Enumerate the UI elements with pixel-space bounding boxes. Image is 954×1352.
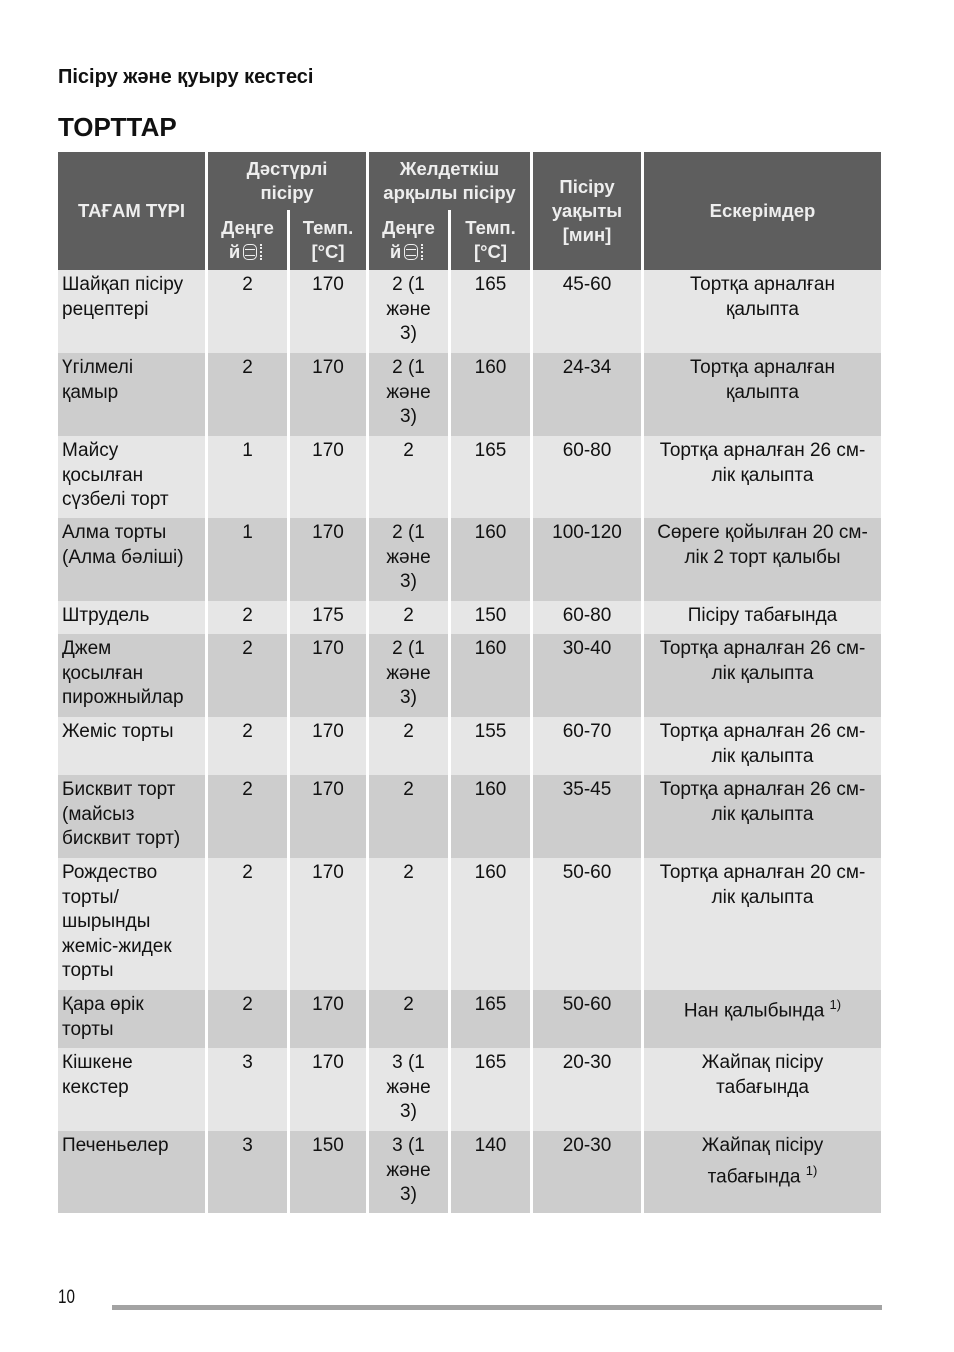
cell-temp-conventional bbox=[290, 717, 366, 775]
cell-food-text: Жеміс торты bbox=[62, 721, 174, 742]
table-row bbox=[58, 775, 881, 858]
cell-note-text: Пісіру табағында bbox=[687, 605, 838, 626]
cell-level-fan bbox=[369, 601, 448, 634]
footer-rule bbox=[112, 1305, 882, 1310]
cell-temp-conventional bbox=[290, 634, 366, 717]
cell-temp-conventional-text: 175 bbox=[312, 605, 344, 626]
cell-note bbox=[644, 436, 881, 518]
cell-temp-fan-text: 165 bbox=[474, 994, 507, 1015]
cell-level-conventional-text: 1 bbox=[242, 440, 253, 461]
cell-level-conventional-text: 2 bbox=[242, 274, 253, 295]
cell-level-fan bbox=[369, 858, 448, 990]
table-row bbox=[58, 518, 881, 601]
cell-note bbox=[644, 990, 881, 1048]
cell-time bbox=[533, 353, 641, 436]
cell-time-text: 50-60 bbox=[562, 862, 612, 883]
cell-time-text: 30-40 bbox=[562, 638, 612, 659]
cell-note-text: Жайпақ пісіру табағында bbox=[701, 1052, 824, 1098]
cell-temp-fan bbox=[451, 1048, 530, 1131]
cell-note bbox=[644, 601, 881, 634]
cell-level-conventional bbox=[208, 858, 287, 990]
cell-food-text: Штрудель bbox=[62, 605, 150, 626]
header-temp-conventional: Темп. [°C] bbox=[290, 210, 366, 270]
cell-temp-conventional bbox=[290, 775, 366, 858]
cell-temp-conventional-text: 170 bbox=[312, 357, 344, 378]
cell-temp-fan bbox=[451, 775, 530, 858]
cell-temp-fan bbox=[451, 717, 530, 775]
cell-level-fan bbox=[369, 717, 448, 775]
cell-temp-fan-text: 160 bbox=[474, 638, 507, 659]
cell-time bbox=[533, 1048, 641, 1131]
footnote-ref: 1) bbox=[829, 997, 842, 1012]
cell-temp-fan-text: 160 bbox=[474, 862, 507, 883]
cell-level-conventional bbox=[208, 990, 287, 1048]
cell-temp-fan-text: 150 bbox=[474, 605, 507, 626]
cell-temp-conventional-text: 150 bbox=[312, 1135, 344, 1156]
cell-temp-fan-text: 155 bbox=[474, 721, 507, 742]
header-level-conventional bbox=[208, 210, 287, 270]
cell-time-text: 20-30 bbox=[562, 1135, 612, 1156]
cell-food bbox=[58, 1048, 205, 1131]
cell-temp-fan-text: 140 bbox=[474, 1135, 507, 1156]
cell-note bbox=[644, 518, 881, 601]
cell-time bbox=[533, 601, 641, 634]
table-row bbox=[58, 717, 881, 775]
cell-food bbox=[58, 436, 205, 518]
cell-level-fan-text: 2 (1 және 3) bbox=[386, 522, 431, 593]
cell-food bbox=[58, 634, 205, 717]
cell-temp-fan-text: 165 bbox=[474, 1052, 507, 1073]
cell-temp-fan bbox=[451, 436, 530, 518]
header-time: Пісіру уақыты [мин] bbox=[533, 152, 641, 270]
cell-temp-conventional bbox=[290, 601, 366, 634]
cakes-table bbox=[55, 152, 884, 1213]
cell-level-fan bbox=[369, 270, 448, 353]
cell-note-text: Жайпақ пісіру табағында bbox=[701, 1135, 824, 1187]
cell-level-fan-text: 2 (1 және 3) bbox=[386, 357, 431, 428]
cell-temp-fan bbox=[451, 990, 530, 1048]
cell-temp-conventional-text: 170 bbox=[312, 721, 344, 742]
table-row bbox=[58, 1131, 881, 1213]
cell-level-conventional bbox=[208, 601, 287, 634]
cell-food-text: Үгілмелі қамыр bbox=[62, 357, 134, 403]
cell-note bbox=[644, 775, 881, 858]
cell-level-fan-text: 2 bbox=[403, 721, 414, 742]
cell-note bbox=[644, 1131, 881, 1213]
page-number: 10 bbox=[58, 1287, 75, 1308]
cell-time bbox=[533, 990, 641, 1048]
cell-food-text: Печеньелер bbox=[62, 1135, 169, 1156]
cell-level-fan-text: 2 bbox=[403, 994, 414, 1015]
table-row bbox=[58, 353, 881, 436]
cell-temp-conventional bbox=[290, 436, 366, 518]
section-title: Пісіру және қуыру кестесі bbox=[58, 66, 314, 88]
cell-time-text: 45-60 bbox=[562, 274, 612, 295]
cell-level-conventional bbox=[208, 353, 287, 436]
cell-temp-conventional-text: 170 bbox=[312, 994, 344, 1015]
cell-temp-conventional-text: 170 bbox=[312, 638, 344, 659]
header-notes: Ескерімдер bbox=[644, 152, 881, 270]
header-conventional: Дәстүрлі пісіру bbox=[208, 152, 366, 210]
table-row bbox=[58, 270, 881, 353]
cell-temp-conventional-text: 170 bbox=[312, 1052, 344, 1073]
cell-note bbox=[644, 858, 881, 990]
cell-temp-fan bbox=[451, 1131, 530, 1213]
cell-time-text: 24-34 bbox=[562, 357, 612, 378]
cell-food bbox=[58, 858, 205, 990]
cell-temp-fan-text: 165 bbox=[474, 274, 507, 295]
cell-level-conventional-text: 2 bbox=[242, 357, 253, 378]
cell-level-conventional bbox=[208, 1048, 287, 1131]
cell-temp-fan bbox=[451, 634, 530, 717]
cell-time bbox=[533, 634, 641, 717]
cell-food-text: Алма торты (Алма бәліші) bbox=[62, 522, 184, 568]
cell-level-fan-text: 2 bbox=[403, 779, 414, 800]
cell-temp-fan bbox=[451, 601, 530, 634]
cell-level-conventional bbox=[208, 518, 287, 601]
cell-temp-conventional-text: 170 bbox=[312, 779, 344, 800]
cell-level-fan bbox=[369, 518, 448, 601]
cell-level-conventional-text: 2 bbox=[242, 994, 253, 1015]
header-food-type: ТАҒАМ ТҮРІ bbox=[58, 152, 205, 270]
cell-level-fan bbox=[369, 1131, 448, 1213]
cell-level-conventional bbox=[208, 634, 287, 717]
cell-food bbox=[58, 717, 205, 775]
cell-time-text: 35-45 bbox=[562, 779, 612, 800]
shelf-numbers-icon bbox=[421, 244, 427, 260]
cell-temp-conventional-text: 170 bbox=[312, 522, 344, 543]
oven-shelf-icon bbox=[404, 244, 418, 260]
cell-temp-fan bbox=[451, 270, 530, 353]
table-row bbox=[58, 858, 881, 990]
cell-food-text: Бисквит торт (майсыз бисквит торт) bbox=[62, 779, 181, 850]
cell-food bbox=[58, 518, 205, 601]
cell-food bbox=[58, 270, 205, 353]
cell-note-text: Тортқа арналған қалыпта bbox=[690, 274, 835, 320]
cell-level-fan-text: 2 bbox=[403, 862, 414, 883]
header-level-label: Деңге й bbox=[221, 217, 274, 262]
cell-note bbox=[644, 353, 881, 436]
table-row bbox=[58, 990, 881, 1048]
cell-time bbox=[533, 1131, 641, 1213]
cell-level-fan bbox=[369, 1048, 448, 1131]
cell-temp-fan-text: 160 bbox=[474, 779, 507, 800]
cell-temp-fan bbox=[451, 858, 530, 990]
cell-level-fan-text: 3 (1 және 3) bbox=[386, 1135, 431, 1206]
header-level-label: Деңге й bbox=[382, 217, 435, 262]
cell-time bbox=[533, 775, 641, 858]
cell-level-conventional-text: 1 bbox=[242, 522, 253, 543]
cell-time-text: 20-30 bbox=[562, 1052, 612, 1073]
table-title: ТОРТТАР bbox=[58, 112, 177, 142]
cell-food bbox=[58, 1131, 205, 1213]
cell-note-text: Тортқа арналған 26 см- лік қалыпта bbox=[659, 440, 866, 486]
cell-food-text: Джем қосылған пирожныйлар bbox=[62, 638, 184, 709]
cell-level-conventional-text: 2 bbox=[242, 862, 253, 883]
cell-temp-fan-text: 160 bbox=[474, 357, 507, 378]
table-row bbox=[58, 436, 881, 518]
cell-time bbox=[533, 436, 641, 518]
table-row bbox=[58, 601, 881, 634]
cell-level-fan-text: 2 (1 және 3) bbox=[386, 638, 431, 709]
cell-food-text: Кішкене кекстер bbox=[62, 1052, 133, 1098]
cell-note-text: Нан қалыбында bbox=[683, 1000, 825, 1022]
cell-note bbox=[644, 717, 881, 775]
cell-temp-conventional-text: 170 bbox=[312, 862, 344, 883]
cell-level-conventional bbox=[208, 775, 287, 858]
cell-level-fan bbox=[369, 353, 448, 436]
cell-level-conventional-text: 3 bbox=[242, 1052, 253, 1073]
cell-temp-conventional bbox=[290, 990, 366, 1048]
cell-level-conventional bbox=[208, 717, 287, 775]
cell-time-text: 60-70 bbox=[562, 721, 612, 742]
cell-level-conventional-text: 2 bbox=[242, 779, 253, 800]
cell-level-fan-text: 2 bbox=[403, 440, 414, 461]
cell-food-text: Рождество торты/ шырынды жеміс-жидек торты bbox=[62, 862, 172, 982]
oven-shelf-icon bbox=[243, 244, 257, 260]
shelf-numbers-icon bbox=[260, 244, 266, 260]
cell-food-text: Майсу қосылған сүзбелі торт bbox=[62, 440, 169, 511]
cell-level-fan-text: 3 (1 және 3) bbox=[386, 1052, 431, 1123]
cell-temp-fan bbox=[451, 518, 530, 601]
cell-note-text: Тортқа арналған 26 см- лік қалыпта bbox=[659, 779, 866, 825]
cell-temp-conventional bbox=[290, 518, 366, 601]
cell-temp-fan-text: 165 bbox=[474, 440, 507, 461]
cell-temp-conventional-text: 170 bbox=[312, 440, 344, 461]
cell-time bbox=[533, 518, 641, 601]
cell-time bbox=[533, 858, 641, 990]
table-row bbox=[58, 634, 881, 717]
cell-food bbox=[58, 990, 205, 1048]
cell-level-conventional-text: 2 bbox=[242, 605, 253, 626]
cell-note bbox=[644, 1048, 881, 1131]
footnote-ref: 1) bbox=[805, 1162, 818, 1178]
cell-temp-conventional bbox=[290, 353, 366, 436]
cell-temp-conventional-text: 170 bbox=[312, 274, 344, 295]
cell-level-conventional-text: 3 bbox=[242, 1135, 253, 1156]
header-temp-fan: Темп. [°C] bbox=[451, 210, 530, 270]
cell-level-conventional-text: 2 bbox=[242, 638, 253, 659]
cell-level-fan bbox=[369, 634, 448, 717]
cell-temp-conventional bbox=[290, 858, 366, 990]
cell-time bbox=[533, 270, 641, 353]
cell-time-text: 60-80 bbox=[562, 440, 612, 461]
cell-level-conventional bbox=[208, 1131, 287, 1213]
header-fan: Желдеткіш арқылы пісіру bbox=[369, 152, 530, 210]
cell-note bbox=[644, 634, 881, 717]
cell-level-fan bbox=[369, 436, 448, 518]
cell-note-text: Тортқа арналған 26 см- лік қалыпта bbox=[659, 638, 866, 684]
cell-time-text: 60-80 bbox=[562, 605, 612, 626]
cell-level-conventional bbox=[208, 436, 287, 518]
cell-level-fan bbox=[369, 775, 448, 858]
cell-note-text: Тортқа арналған 20 см- лік қалыпта bbox=[659, 862, 866, 908]
cell-food-text: Шайқап пісіру рецептері bbox=[62, 274, 184, 320]
cell-temp-conventional bbox=[290, 1048, 366, 1131]
cell-level-fan-text: 2 (1 және 3) bbox=[386, 274, 431, 345]
cell-note-text: Тортқа арналған 26 см- лік қалыпта bbox=[659, 721, 866, 767]
cell-note-text: Сөреге қойылған 20 см- лік 2 торт қалыбы bbox=[657, 522, 868, 568]
cell-level-fan-text: 2 bbox=[403, 605, 414, 626]
cell-time-text: 100-120 bbox=[552, 522, 622, 543]
cell-food bbox=[58, 601, 205, 634]
cell-level-conventional bbox=[208, 270, 287, 353]
cell-food bbox=[58, 353, 205, 436]
cell-temp-conventional bbox=[290, 270, 366, 353]
cell-food-text: Қара өрік торты bbox=[62, 994, 144, 1040]
table-row bbox=[58, 1048, 881, 1131]
cell-level-conventional-text: 2 bbox=[242, 721, 253, 742]
cell-time-text: 50-60 bbox=[562, 994, 612, 1015]
cell-temp-fan bbox=[451, 353, 530, 436]
cell-level-fan bbox=[369, 990, 448, 1048]
header-level-fan bbox=[369, 210, 448, 270]
cell-note bbox=[644, 270, 881, 353]
cell-note-text: Тортқа арналған қалыпта bbox=[690, 357, 835, 403]
cell-temp-conventional bbox=[290, 1131, 366, 1213]
cell-food bbox=[58, 775, 205, 858]
cell-time bbox=[533, 717, 641, 775]
cell-temp-fan-text: 160 bbox=[474, 522, 507, 543]
